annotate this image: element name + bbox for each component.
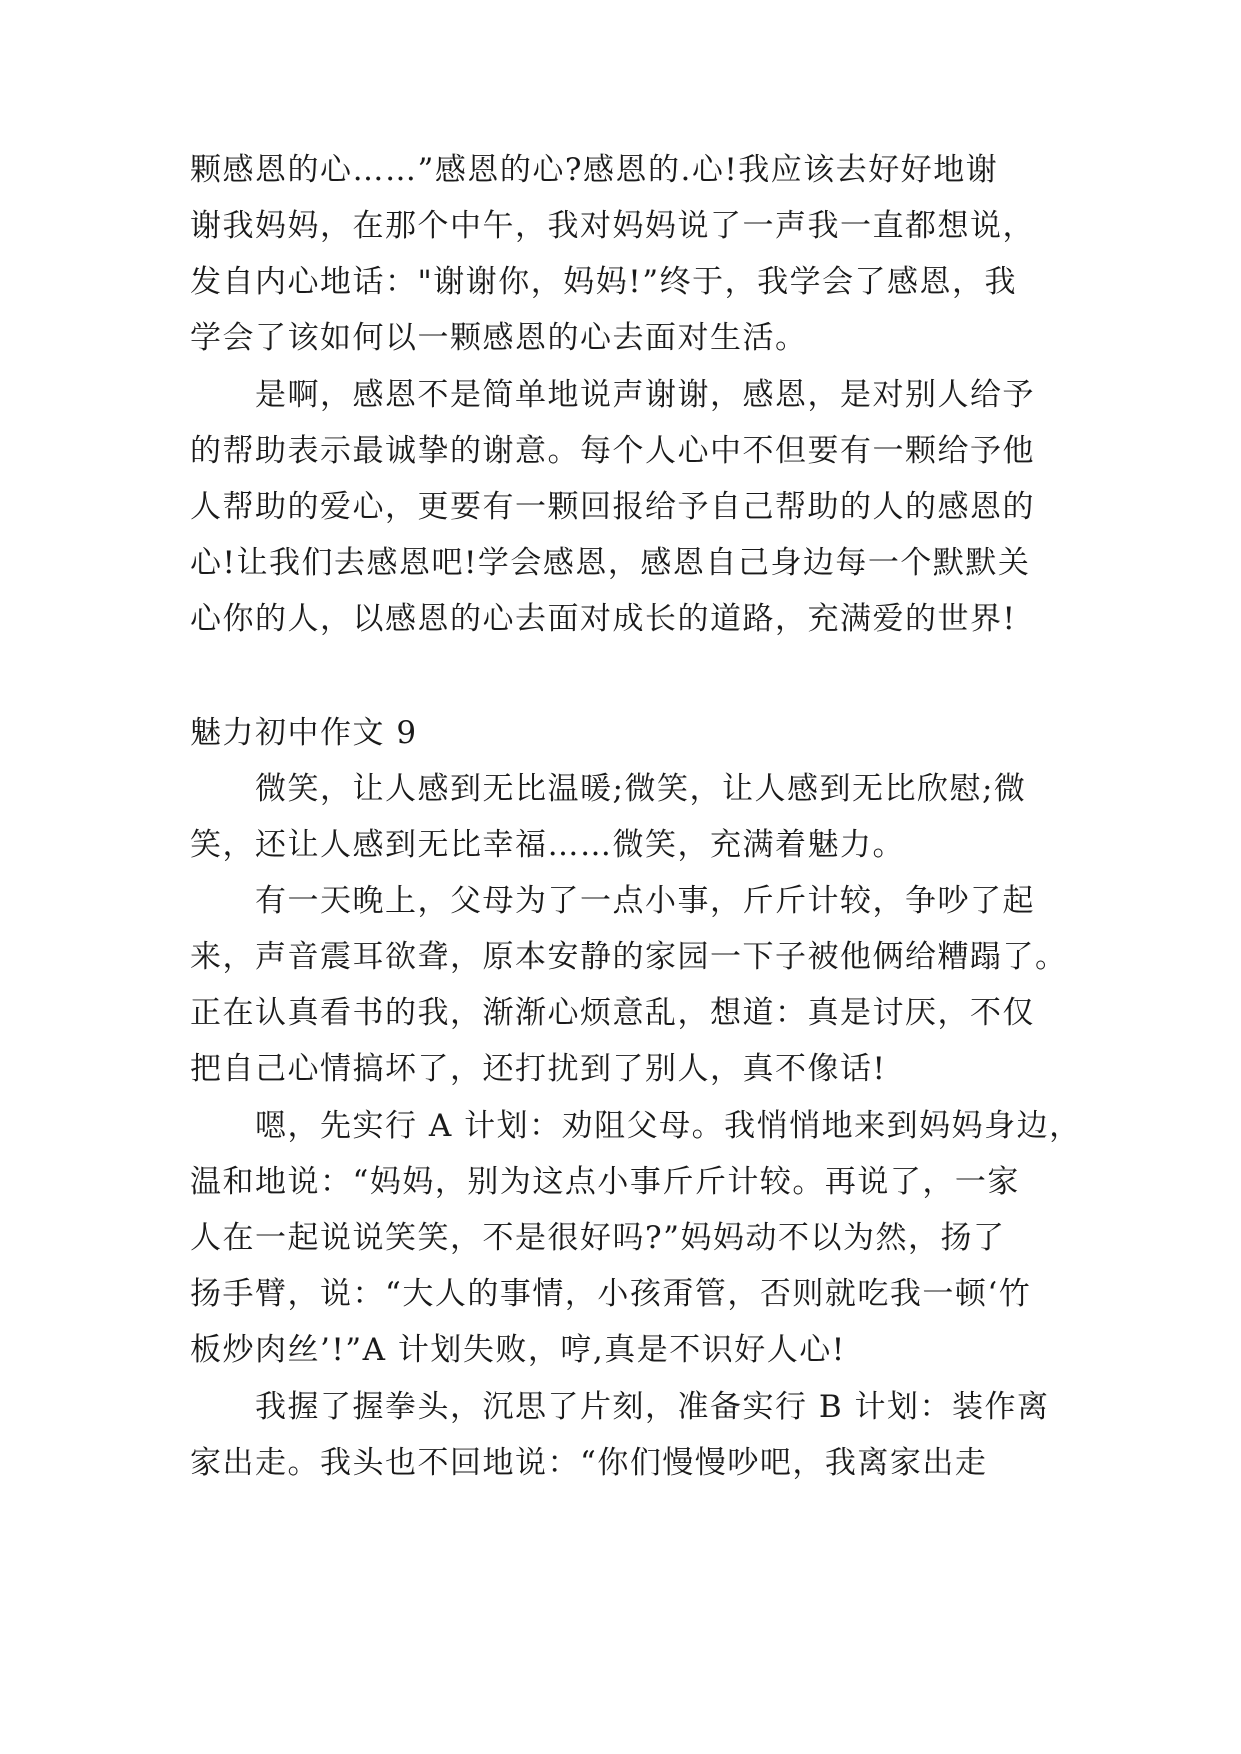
text-line: 心!让我们去感恩吧!学会感恩，感恩自己身边每一个默默关 [190,545,1031,581]
text-line: 我握了握拳头，沉思了片刻，准备实行 B 计划：装作离 [255,1389,1050,1425]
section-heading: 魅力初中作文 9 [190,715,418,751]
text-line: 把自己心情搞坏了，还打扰到了别人，真不像话! [190,1051,887,1087]
text-line: 有一天晚上，父母为了一点小事，斤斤计较，争吵了起 [255,883,1035,919]
text-line: 发自内心地话："谢谢你，妈妈!”终于，我学会了感恩，我 [190,264,1018,300]
text-line: 心你的人，以感恩的心去面对成长的道路，充满爱的世界! [190,601,1017,637]
text-line: 嗯，先实行 A 计划：劝阻父母。我悄悄地来到妈妈身边， [255,1108,1082,1144]
text-line: 温和地说：“妈妈，别为这点小事斤斤计较。再说了，一家 [190,1164,1020,1200]
text-line: 扬手臂，说：“大人的事情，小孩甭管，否则就吃我一顿‘竹 [190,1276,1032,1312]
text-line: 正在认真看书的我，渐渐心烦意乱，想道：真是讨厌，不仅 [190,995,1035,1031]
text-line: 板炒肉丝’!”A 计划失败，哼,真是不识好人心! [190,1332,846,1368]
text-line: 人帮助的爱心，更要有一颗回报给予自己帮助的人的感恩的 [190,489,1035,525]
text-line: 来，声音震耳欲聋，原本安静的家园一下子被他俩给糟蹋了。 [190,939,1068,975]
text-line: 是啊，感恩不是简单地说声谢谢，感恩，是对别人给予 [255,377,1035,413]
text-line: 微笑，让人感到无比温暖;微笑，让人感到无比欣慰;微 [255,771,1027,807]
text-line: 笑，还让人感到无比幸福……微笑，充满着魅力。 [190,827,905,863]
text-line: 人在一起说说笑笑，不是很好吗?”妈妈动不以为然，扬了 [190,1220,1006,1256]
text-line: 家出走。我头也不回地说：“你们慢慢吵吧，我离家出走 [190,1445,988,1481]
text-line: 的帮助表示最诚挚的谢意。每个人心中不但要有一颗给予他 [190,433,1035,469]
text-line: 学会了该如何以一颗感恩的心去面对生活。 [190,320,808,356]
text-line: 谢我妈妈，在那个中午，我对妈妈说了一声我一直都想说， [190,208,1035,244]
text-line: 颗感恩的心……”感恩的心?感恩的.心!我应该去好好地谢 [190,152,999,188]
